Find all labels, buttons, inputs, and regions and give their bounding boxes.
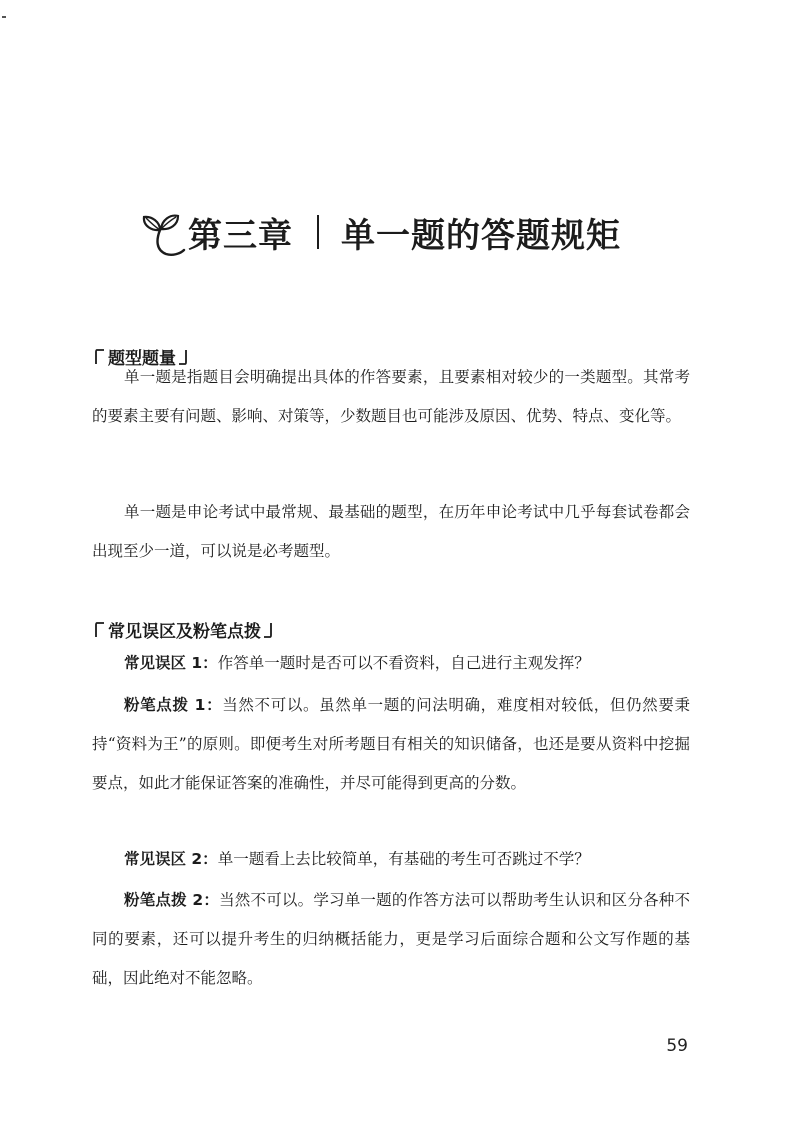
section-heading-text: 常见误区及粉笔点拨 <box>108 622 261 642</box>
section-heading-common-mistakes <box>92 617 277 642</box>
scan-mark <box>2 16 6 18</box>
mistake-question <box>92 840 690 879</box>
tip-text: 当然不可以。学习单一题的作答方法可以帮助考生认识和区分各种不同的要素，还可以提升考生的归纳概括能力，更是学习后面综合题和公文写作题的基础，因此绝对不能忽略。 <box>92 891 690 987</box>
paragraph: 单一题是申论考试中最常规、最基础的题型，在历年申论考试中几乎每套试卷都会出现至少一道，可以说是必考题型。 <box>92 503 690 560</box>
tip-answer <box>92 686 690 803</box>
tip-answer <box>92 881 690 998</box>
mistake-label: 常见误区 2： <box>124 850 218 868</box>
section-heading-text: 题型题量 <box>108 349 176 369</box>
mistake-label: 常见误区 1： <box>124 654 218 672</box>
open-bracket-icon <box>92 620 108 640</box>
chapter-heading: 单一题的答题规矩 <box>341 215 621 256</box>
chapter-title <box>140 202 621 262</box>
tip-label: 粉笔点拨 1： <box>124 696 223 714</box>
tip-label: 粉笔点拨 2： <box>124 891 220 909</box>
close-bracket-icon <box>261 620 277 640</box>
tip-text: 当然不可以。虽然单一题的问法明确，难度相对较低，但仍然要秉持“资料为王”的原则。即便考生对所考题目有相关的知识储备，也还是要从资料中挖掘要点，如此才能保证答案的准确性，并尽可能得到更高的分数。 <box>92 696 690 792</box>
sprout-icon <box>140 204 186 260</box>
page-number: 59 <box>666 1036 688 1056</box>
paragraph: 单一题是指题目会明确提出具体的作答要素，且要素相对较少的一类题型。其常考的要素主要有问题、影响、对策等，少数题目也可能涉及原因、优势、特点、变化等。 <box>92 368 690 425</box>
title-divider <box>317 215 319 249</box>
mistake-text: 单一题看上去比较简单，有基础的考生可否跳过不学？ <box>217 850 590 868</box>
chapter-number: 第三章 <box>188 215 293 256</box>
mistake-question <box>92 644 690 683</box>
mistake-text: 作答单一题时是否可以不看资料，自己进行主观发挥？ <box>217 654 590 672</box>
